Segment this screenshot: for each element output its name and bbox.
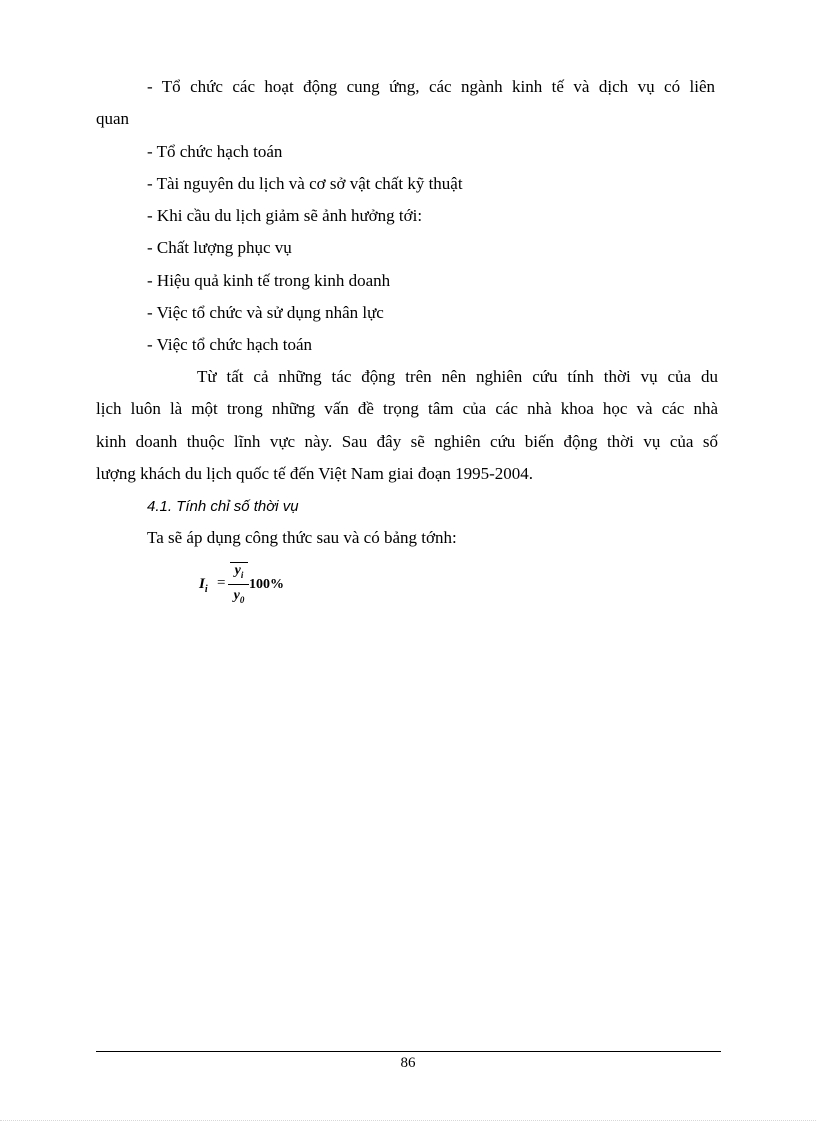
bullet-line: - Tổ chức các hoạt động cung ứng, các ngành kinh tế và dịch vụ có liên: [147, 77, 715, 96]
page-number: 86: [400, 1055, 416, 1071]
bullet-line-continuation: quan: [96, 109, 130, 128]
section-heading: 4.1. Tính chỉ số thời vụ: [147, 498, 299, 515]
formula-intro: Ta sẽ áp dụng công thức sau và có bảng tớnh:: [147, 528, 457, 547]
paragraph-line: lịch luôn là một trong những vấn đề trọng tâm của các nhà khoa học và các nhà: [96, 399, 718, 418]
bullet-line: - Tài nguyên du lịch và cơ sở vật chất kỹ thuật: [147, 174, 463, 193]
formula-multiplier: 100%: [249, 577, 284, 592]
seasonal-index-formula: [199, 562, 309, 612]
paragraph-line: kinh doanh thuộc lĩnh vực này. Sau đây sẽ nghiên cứu biến động thời vụ của số: [96, 432, 718, 451]
paragraph-line: Từ tất cả những tác động trên nên nghiên cứu tính thời vụ của du: [197, 367, 718, 386]
formula-denominator: $y_0$: [233, 588, 245, 605]
bullet-line: - Việc tổ chức và sử dụng nhân lực: [147, 303, 384, 322]
page-edge: [0, 1120, 816, 1121]
bullet-line: - Chất lượng phục vụ: [147, 238, 292, 257]
bullet-line: - Hiệu quả kinh tế trong kinh doanh: [147, 271, 391, 290]
formula-lhs: $I_i$: [199, 576, 208, 595]
bullet-line: - Tổ chức hạch toán: [147, 142, 283, 161]
paragraph-line: lượng khách du lịch quốc tế đến Việt Nam giai đoạn 1995-2004.: [96, 464, 534, 483]
formula-numerator: $y_i$: [230, 562, 248, 582]
formula-equals: =: [217, 575, 226, 591]
bullet-line: - Khi cầu du lịch giảm sẽ ảnh hưởng tới:: [147, 206, 423, 225]
footer-divider: [96, 1051, 721, 1052]
bullet-line: - Việc tổ chức hạch toán: [147, 335, 313, 354]
fraction-bar: [228, 584, 249, 585]
